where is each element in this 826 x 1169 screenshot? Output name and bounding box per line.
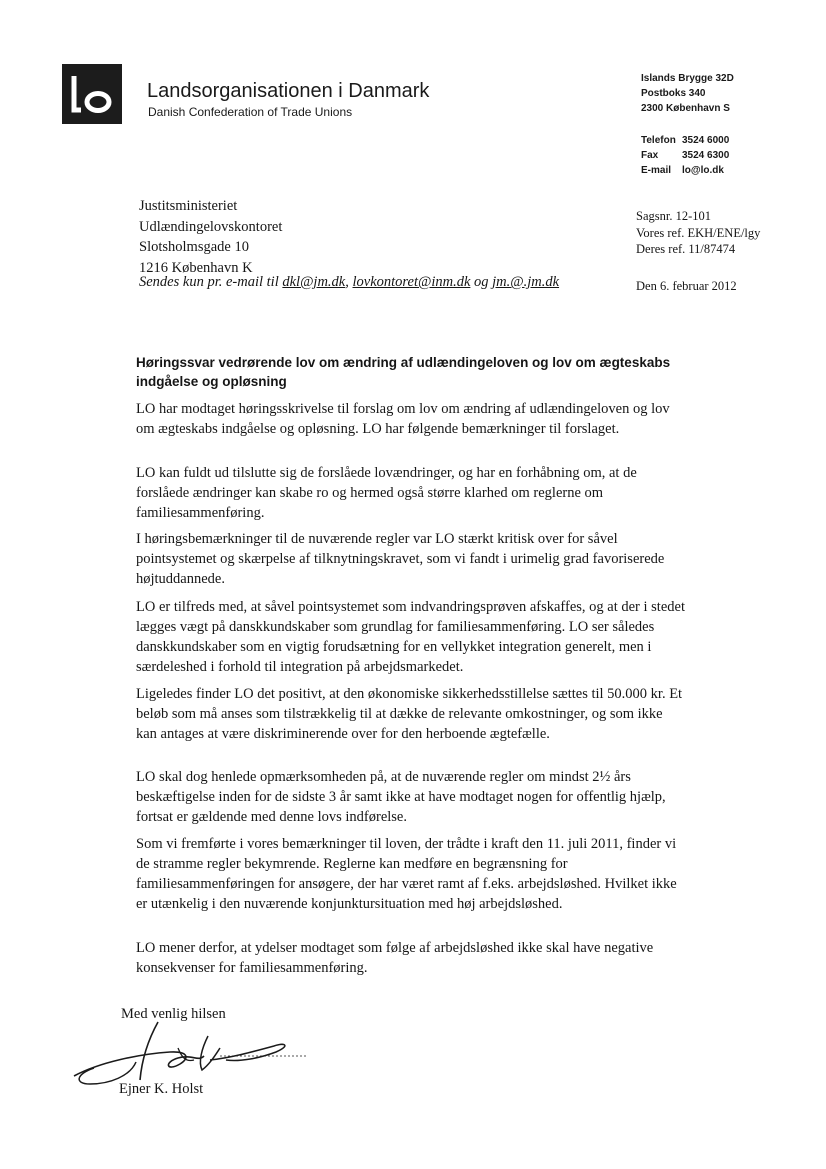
body-paragraph: Ligeledes finder LO det positivt, at den økonomiske sikkerhedsstillelse sættes til 50.000 kr. Et beløb som må anses som tilstrækkelig til at dække de relevante omkostninger, og som ikke kan antages at være diskriminerende over for den herboende ægtefælle. [136, 686, 683, 742]
contact-value: lo@lo.dk [682, 165, 724, 176]
contact-label: E-mail [641, 165, 672, 176]
signer-name: Ejner K. Holst [119, 1081, 204, 1097]
contact-label: Telefon [641, 135, 676, 146]
recipient-line: 1216 København K [139, 259, 253, 276]
closing-greeting: Med venlig hilsen [121, 1006, 226, 1022]
email-link-jm[interactable]: jm.@.jm.dk [492, 274, 560, 290]
recipient-line: Justitsministeriet [139, 198, 238, 214]
send-instruction [139, 274, 559, 291]
body-paragraph: LO skal dog henlede opmærksomheden på, at de nuværende regler om mindst 2½ års beskæftigelse inden for de sidste 3 år samt ikke at have modtaget nogen for offentlig hjælp, fortsat er gældende med denne lovs indførelse. [136, 769, 666, 825]
recipient-line: Slotsholmsgade 10 [139, 239, 249, 255]
org-contact [641, 133, 729, 178]
org-subtitle: Danish Confederation of Trade Unions [148, 105, 353, 119]
email-link-dkl[interactable]: dkl@jm.dk [282, 274, 346, 290]
body-paragraph: LO har modtaget høringsskrivelse til forslag om lov om ændring af udlændingeloven og lov om ægteskabs indgåelse og opløsning. LO har følgende bemærkninger til forslaget. [136, 401, 670, 437]
case-references [636, 208, 760, 258]
body-paragraph: Som vi fremførte i vores bemærkninger til loven, der trådte i kraft den 11. juli 2011, finder vi de stramme regler bekymrende. Reglerne kan medføre en begrænsning for familiesammenføringen for ansøgere, der har været ramt af f.eks. arbejdsløshed. Hvilket ikke er utænkelig i den nuværende konjunktursituation med høj arbejdsløshed. [136, 836, 677, 912]
recipient-address [139, 196, 282, 278]
case-number: Sagsnr. 12-101 [636, 209, 711, 223]
contact-fax [641, 148, 729, 163]
contact-email [641, 163, 729, 178]
address-line: Islands Brygge 32D [641, 73, 734, 84]
org-address [641, 71, 734, 116]
body-paragraph: LO er tilfreds med, at såvel pointsystemet som indvandringsprøven afskaffes, og at der i stedet lægges vægt på danskkundskaber som grundlag for familiesammenføring. LO ser således danskkundskaber som en vigtig forudsætning for en vellykket integration generelt, men i særdeleshed i forhold til integration på arbejdsmarkedet. [136, 599, 685, 675]
contact-value: 3524 6300 [682, 150, 730, 161]
letter-subject: Høringssvar vedrørende lov om ændring af udlændingeloven og lov om ægteskabs indgåelse og opløsning [136, 355, 671, 389]
contact-phone [641, 133, 729, 148]
recipient-line: Udlændingelovskontoret [139, 218, 283, 235]
letter-date: Den 6. februar 2012 [636, 279, 737, 293]
separator: , [345, 274, 353, 290]
org-name: Landsorganisationen i Danmark [147, 80, 430, 102]
body-paragraph: LO mener derfor, at ydelser modtaget som følge af arbejdsløshed ikke skal have negative konsekvenser for familiesammenføring. [136, 940, 654, 976]
contact-value: 3524 6000 [682, 135, 730, 146]
email-link-lovkontoret[interactable]: lovkontoret@inm.dk [352, 274, 471, 290]
your-reference: Deres ref. 11/87474 [636, 242, 736, 256]
body-paragraph: I høringsbemærkninger til de nuværende regler var LO stærkt kritisk over for såvel pointsystemet og skærpelse af tilknytningskravet, som vi fandt i urimelig grad favoriserede højtuddannede. [136, 531, 665, 587]
handwritten-signature [70, 1018, 310, 1090]
lo-logo [62, 64, 122, 124]
address-line: 2300 København S [641, 103, 730, 114]
contact-label: Fax [641, 150, 659, 161]
body-paragraph: LO kan fuldt ud tilslutte sig de forslåede lovændringer, og har en forhåbning om, at de forslåede ændringer kan skabe ro og hermed også større klarhed om reglerne om familiesammenføring. [136, 465, 637, 521]
separator: og [470, 274, 493, 290]
address-line: Postboks 340 [641, 88, 706, 99]
our-reference: Vores ref. EKH/ENE/lgy [636, 225, 761, 240]
send-prefix: Sendes kun pr. e-mail til [139, 274, 283, 290]
